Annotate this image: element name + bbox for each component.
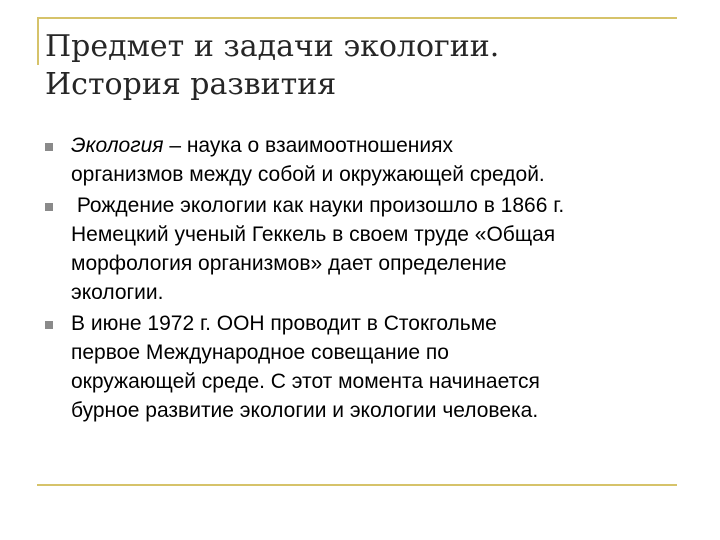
title-line-2: История развития [45,67,337,102]
square-bullet-icon [45,143,53,151]
bullet-line: морфология организмов» дает определение [71,252,507,275]
bullet-item [45,131,685,189]
bullet-line [71,131,685,160]
bottom-rule [37,484,677,486]
bullet-item [45,309,685,425]
top-rule [37,17,677,19]
square-bullet-icon [45,321,53,329]
definition-text: – наука о взаимоотношениях [163,134,453,157]
bullet-item [45,191,685,307]
bullet-line: экологии. [71,281,164,304]
bullet-list [45,131,685,427]
title-line-1: Предмет и задачи экологии. [45,29,500,64]
square-bullet-icon [45,203,53,211]
bullet-line: организмов между собой и окружающей средой. [71,163,545,186]
bullet-line: Немецкий ученый Геккель в своем труде «Общая [71,223,556,246]
bullet-line: В июне 1972 г. ООН проводит в Стокгольме [71,312,497,335]
bullet-line: бурное развитие экологии и экологии человека. [71,399,539,422]
bullet-line: первое Международное совещание по [71,341,449,364]
bullet-line: окружающей среде. С этот момента начинается [71,370,540,393]
slide-title [45,28,685,104]
term-ecology: Экология [71,134,164,157]
left-rule [37,17,39,65]
bullet-line: Рождение экологии как науки произошло в 1866 г. [71,194,565,217]
